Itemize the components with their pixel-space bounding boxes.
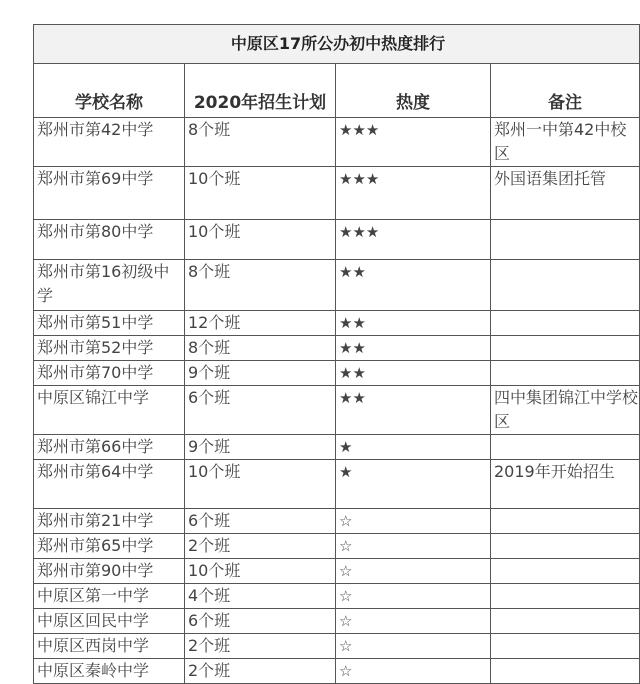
cell-note xyxy=(491,659,640,684)
cell-heat: ☆ xyxy=(336,584,491,609)
header-heat: 热度 xyxy=(336,64,491,118)
header-note: 备注 xyxy=(491,64,640,118)
ranking-table-container xyxy=(33,24,639,684)
cell-heat: ★ xyxy=(336,460,491,509)
cell-heat: ☆ xyxy=(336,634,491,659)
cell-heat: ☆ xyxy=(336,559,491,584)
table-row xyxy=(34,220,640,260)
cell-note: 2019年开始招生 xyxy=(491,460,640,509)
table-row xyxy=(34,634,640,659)
cell-note xyxy=(491,435,640,460)
table-row xyxy=(34,559,640,584)
cell-plan: 2个班 xyxy=(185,634,336,659)
cell-note xyxy=(491,584,640,609)
cell-note xyxy=(491,534,640,559)
cell-note xyxy=(491,609,640,634)
header-enrollment-plan: 2020年招生计划 xyxy=(185,64,336,118)
cell-school: 中原区第一中学 xyxy=(34,584,185,609)
cell-plan: 8个班 xyxy=(185,336,336,361)
cell-plan: 8个班 xyxy=(185,118,336,167)
cell-heat: ☆ xyxy=(336,659,491,684)
cell-heat: ☆ xyxy=(336,534,491,559)
cell-heat: ★ xyxy=(336,435,491,460)
cell-note xyxy=(491,336,640,361)
table-row xyxy=(34,118,640,167)
table-row xyxy=(34,534,640,559)
cell-school: 郑州市第66中学 xyxy=(34,435,185,460)
cell-school: 郑州市第52中学 xyxy=(34,336,185,361)
cell-heat: ★★★ xyxy=(336,118,491,167)
cell-school: 中原区秦岭中学 xyxy=(34,659,185,684)
cell-plan: 10个班 xyxy=(185,460,336,509)
table-title: 中原区17所公办初中热度排行 xyxy=(34,25,640,64)
table-row xyxy=(34,460,640,509)
cell-school: 中原区回民中学 xyxy=(34,609,185,634)
table-row xyxy=(34,435,640,460)
cell-note xyxy=(491,361,640,386)
table-row xyxy=(34,386,640,435)
cell-school: 郑州市第21中学 xyxy=(34,509,185,534)
cell-plan: 8个班 xyxy=(185,260,336,311)
cell-heat: ★★ xyxy=(336,361,491,386)
cell-plan: 6个班 xyxy=(185,386,336,435)
cell-heat: ☆ xyxy=(336,609,491,634)
cell-plan: 2个班 xyxy=(185,659,336,684)
cell-plan: 4个班 xyxy=(185,584,336,609)
cell-heat: ★★ xyxy=(336,336,491,361)
cell-school: 郑州市第80中学 xyxy=(34,220,185,260)
cell-note: 外国语集团托管 xyxy=(491,167,640,220)
table-row xyxy=(34,336,640,361)
cell-note xyxy=(491,634,640,659)
cell-heat: ★★★ xyxy=(336,167,491,220)
table-row xyxy=(34,659,640,684)
cell-plan: 9个班 xyxy=(185,435,336,460)
cell-plan: 10个班 xyxy=(185,220,336,260)
cell-school: 郑州市第16初级中学 xyxy=(34,260,185,311)
cell-school: 中原区锦江中学 xyxy=(34,386,185,435)
cell-heat: ☆ xyxy=(336,509,491,534)
cell-plan: 6个班 xyxy=(185,609,336,634)
cell-heat: ★★ xyxy=(336,260,491,311)
cell-school: 中原区西岗中学 xyxy=(34,634,185,659)
cell-school: 郑州市第51中学 xyxy=(34,311,185,336)
cell-heat: ★★ xyxy=(336,311,491,336)
cell-plan: 6个班 xyxy=(185,509,336,534)
cell-note xyxy=(491,311,640,336)
cell-plan: 9个班 xyxy=(185,361,336,386)
cell-plan: 12个班 xyxy=(185,311,336,336)
cell-school: 郑州市第65中学 xyxy=(34,534,185,559)
table-row xyxy=(34,361,640,386)
cell-note xyxy=(491,260,640,311)
header-school-name: 学校名称 xyxy=(34,64,185,118)
table-body xyxy=(34,118,640,684)
cell-plan: 2个班 xyxy=(185,534,336,559)
cell-school: 郑州市第64中学 xyxy=(34,460,185,509)
cell-school: 郑州市第90中学 xyxy=(34,559,185,584)
table-row xyxy=(34,260,640,311)
table-row xyxy=(34,584,640,609)
cell-note: 四中集团锦江中学校区 xyxy=(491,386,640,435)
table-row xyxy=(34,167,640,220)
cell-note xyxy=(491,559,640,584)
ranking-table xyxy=(33,24,640,684)
table-row xyxy=(34,509,640,534)
cell-note xyxy=(491,509,640,534)
cell-school: 郑州市第69中学 xyxy=(34,167,185,220)
cell-note: 郑州一中第42中校区 xyxy=(491,118,640,167)
cell-school: 郑州市第42中学 xyxy=(34,118,185,167)
cell-heat: ★★ xyxy=(336,386,491,435)
cell-plan: 10个班 xyxy=(185,167,336,220)
cell-note xyxy=(491,220,640,260)
cell-school: 郑州市第70中学 xyxy=(34,361,185,386)
table-row xyxy=(34,311,640,336)
cell-heat: ★★★ xyxy=(336,220,491,260)
table-row xyxy=(34,609,640,634)
cell-plan: 10个班 xyxy=(185,559,336,584)
